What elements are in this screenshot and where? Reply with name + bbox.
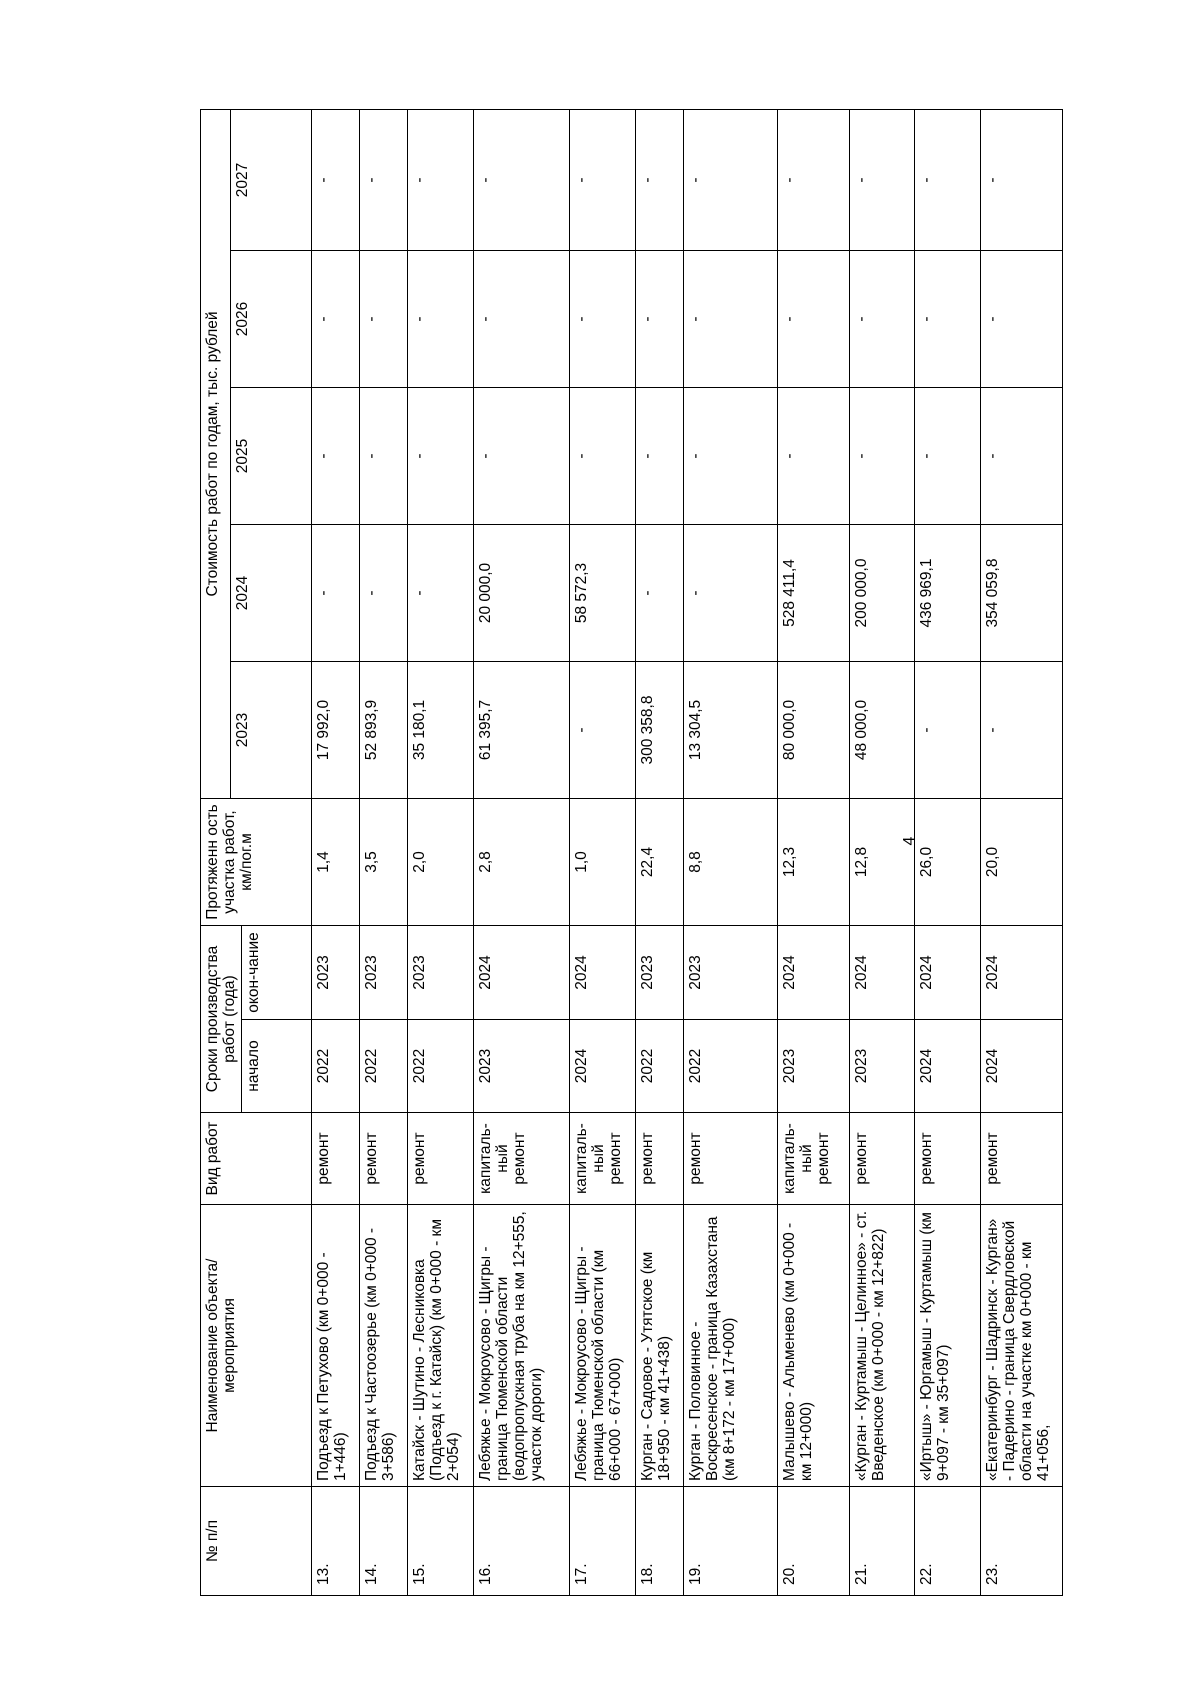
cell-type: капиталь-ный ремонт	[569, 1113, 635, 1205]
cell-y2025: -	[408, 388, 474, 525]
cell-end: 2024	[849, 926, 915, 1020]
cell-length: 1,4	[312, 799, 360, 926]
header-year: 2027	[231, 109, 312, 250]
cell-length: 20,0	[980, 799, 1062, 926]
cell-y2026: -	[408, 251, 474, 388]
cell-length: 8,8	[683, 799, 777, 926]
cell-y2027: -	[569, 109, 635, 250]
cell-y2024: 354 059,8	[980, 525, 1062, 662]
rotated-table-container	[200, 110, 1060, 1596]
cell-y2023: 300 358,8	[635, 662, 683, 799]
cell-y2026: -	[915, 251, 981, 388]
cell-y2027: -	[849, 109, 915, 250]
cell-type: ремонт	[408, 1113, 474, 1205]
cell-num: 16.	[473, 1487, 569, 1596]
cell-start: 2024	[569, 1020, 635, 1113]
cell-start: 2023	[473, 1020, 569, 1113]
cell-y2026: -	[473, 251, 569, 388]
cell-start: 2022	[408, 1020, 474, 1113]
cell-start: 2022	[312, 1020, 360, 1113]
cell-y2026: -	[635, 251, 683, 388]
cell-end: 2024	[980, 926, 1062, 1020]
cell-y2026: -	[849, 251, 915, 388]
cell-name: «Екатеринбург - Шадринск - Курган» - Падерино - граница Свердловской области на участке км 0+000 - км 41+056,	[980, 1205, 1062, 1487]
cell-name: Подъезд к Петухово (км 0+000 - 1+446)	[312, 1205, 360, 1487]
table-row	[312, 109, 360, 1595]
cell-start: 2023	[777, 1020, 849, 1113]
header-type: Вид работ	[201, 1113, 312, 1205]
cell-y2024: -	[408, 525, 474, 662]
cell-num: 17.	[569, 1487, 635, 1596]
cell-name: Курган - Садовое - Утятское (км 18+950 - км 41+438)	[635, 1205, 683, 1487]
cell-type: ремонт	[635, 1113, 683, 1205]
cell-end: 2023	[683, 926, 777, 1020]
cell-length: 26,0	[915, 799, 981, 926]
table-row	[408, 109, 474, 1595]
cell-name: «Иртыш» - Юргамыш - Куртамыш (км 9+097 - км 35+097)	[915, 1205, 981, 1487]
cell-num: 14.	[360, 1487, 408, 1596]
cell-type: ремонт	[980, 1113, 1062, 1205]
cell-start: 2024	[915, 1020, 981, 1113]
cell-length: 3,5	[360, 799, 408, 926]
cell-y2024: 20 000,0	[473, 525, 569, 662]
cell-y2027: -	[473, 109, 569, 250]
cell-length: 2,8	[473, 799, 569, 926]
cell-y2025: -	[569, 388, 635, 525]
cell-y2026: -	[980, 251, 1062, 388]
cell-num: 23.	[980, 1487, 1062, 1596]
cell-y2025: -	[777, 388, 849, 525]
cell-start: 2023	[849, 1020, 915, 1113]
cell-y2027: -	[683, 109, 777, 250]
cell-y2024: -	[635, 525, 683, 662]
cell-name: Лебяжье - Мокроусово - Щигры - граница Тюменской области (водопропускная труба на км 12+555, участок дороги)	[473, 1205, 569, 1487]
cell-type: ремонт	[683, 1113, 777, 1205]
cell-y2024: -	[360, 525, 408, 662]
cell-y2023: 17 992,0	[312, 662, 360, 799]
cell-type: ремонт	[915, 1113, 981, 1205]
header-name: Наименование объекта/ мероприятия	[201, 1205, 312, 1487]
header-num: № п/п	[201, 1487, 312, 1596]
cell-y2023: 35 180,1	[408, 662, 474, 799]
cell-end: 2023	[408, 926, 474, 1020]
table-row	[849, 109, 915, 1595]
header-end: окон-чание	[242, 926, 312, 1020]
cell-y2027: -	[408, 109, 474, 250]
page-number: 4	[901, 836, 918, 846]
header-terms: Сроки производства работ (года)	[201, 926, 242, 1113]
cell-y2027: -	[915, 109, 981, 250]
cell-name: Подъезд к Частоозерье (км 0+000 - 3+586)	[360, 1205, 408, 1487]
cell-type: капиталь-ный ремонт	[473, 1113, 569, 1205]
header-start: начало	[242, 1020, 312, 1113]
cell-end: 2023	[360, 926, 408, 1020]
cell-y2026: -	[777, 251, 849, 388]
cell-y2024: 58 572,3	[569, 525, 635, 662]
table-row	[360, 109, 408, 1595]
cell-y2026: -	[569, 251, 635, 388]
cell-type: ремонт	[849, 1113, 915, 1205]
cell-num: 21.	[849, 1487, 915, 1596]
cell-name: Лебяжье - Мокроусово - Щигры - граница Тюменской области (км 66+000 - 67+000)	[569, 1205, 635, 1487]
cell-length: 1,0	[569, 799, 635, 926]
cell-name: «Курган - Куртамыш - Целинное» - ст. Введенское (км 0+000 - км 12+822)	[849, 1205, 915, 1487]
cell-y2024: -	[312, 525, 360, 662]
cell-end: 2023	[635, 926, 683, 1020]
cell-y2025: -	[635, 388, 683, 525]
cell-y2024: -	[683, 525, 777, 662]
header-year: 2023	[231, 662, 312, 799]
cell-y2025: -	[360, 388, 408, 525]
cell-y2027: -	[980, 109, 1062, 250]
cell-y2023: 80 000,0	[777, 662, 849, 799]
cell-name: Курган - Половинное - Воскресенское - граница Казахстана (км 8+172 - км 17+000)	[683, 1205, 777, 1487]
cell-num: 15.	[408, 1487, 474, 1596]
table-row	[473, 109, 569, 1595]
cell-y2024: 200 000,0	[849, 525, 915, 662]
cell-num: 19.	[683, 1487, 777, 1596]
cell-type: капиталь-ный ремонт	[777, 1113, 849, 1205]
cell-y2023: -	[569, 662, 635, 799]
cell-end: 2024	[777, 926, 849, 1020]
cell-y2026: -	[683, 251, 777, 388]
table-row	[980, 109, 1062, 1595]
cell-num: 18.	[635, 1487, 683, 1596]
cell-end: 2023	[312, 926, 360, 1020]
cell-num: 22.	[915, 1487, 981, 1596]
header-year: 2024	[231, 525, 312, 662]
cell-y2023: -	[915, 662, 981, 799]
table-row	[569, 109, 635, 1595]
cell-type: ремонт	[360, 1113, 408, 1205]
cell-num: 13.	[312, 1487, 360, 1596]
cell-length: 12,8	[849, 799, 915, 926]
cell-name: Катайск - Шутино - Лесниковка (Подъезд к г. Катайск) (км 0+000 - км 2+054)	[408, 1205, 474, 1487]
cell-start: 2022	[683, 1020, 777, 1113]
cell-y2027: -	[635, 109, 683, 250]
cell-name: Малышево - Альменево (км 0+000 - км 12+000)	[777, 1205, 849, 1487]
header-year: 2025	[231, 388, 312, 525]
cell-y2023: 13 304,5	[683, 662, 777, 799]
cell-y2023: -	[980, 662, 1062, 799]
works-table	[200, 109, 1063, 1596]
table-row	[635, 109, 683, 1595]
cell-y2027: -	[777, 109, 849, 250]
header-year: 2026	[231, 251, 312, 388]
cell-start: 2024	[980, 1020, 1062, 1113]
cell-y2025: -	[312, 388, 360, 525]
cell-y2025: -	[980, 388, 1062, 525]
cell-start: 2022	[360, 1020, 408, 1113]
cell-start: 2022	[635, 1020, 683, 1113]
cell-end: 2024	[915, 926, 981, 1020]
cell-type: ремонт	[312, 1113, 360, 1205]
table-row	[777, 109, 849, 1595]
cell-end: 2024	[569, 926, 635, 1020]
cell-length: 22,4	[635, 799, 683, 926]
cell-y2027: -	[312, 109, 360, 250]
cell-num: 20.	[777, 1487, 849, 1596]
cell-y2026: -	[360, 251, 408, 388]
header-cost: Стоимость работ по годам, тыс. рублей	[201, 109, 231, 798]
header-length: Протяженн ость участка работ, км/пог.м	[201, 799, 312, 926]
cell-y2025: -	[473, 388, 569, 525]
cell-y2025: -	[683, 388, 777, 525]
table-row	[683, 109, 777, 1595]
cell-end: 2024	[473, 926, 569, 1020]
cell-y2025: -	[849, 388, 915, 525]
cell-y2024: 528 411,4	[777, 525, 849, 662]
cell-y2027: -	[360, 109, 408, 250]
cell-y2023: 48 000,0	[849, 662, 915, 799]
cell-length: 2,0	[408, 799, 474, 926]
cell-y2025: -	[915, 388, 981, 525]
cell-length: 12,3	[777, 799, 849, 926]
cell-y2026: -	[312, 251, 360, 388]
cell-y2023: 52 893,9	[360, 662, 408, 799]
table-row	[915, 109, 981, 1595]
cell-y2023: 61 395,7	[473, 662, 569, 799]
cell-y2024: 436 969,1	[915, 525, 981, 662]
